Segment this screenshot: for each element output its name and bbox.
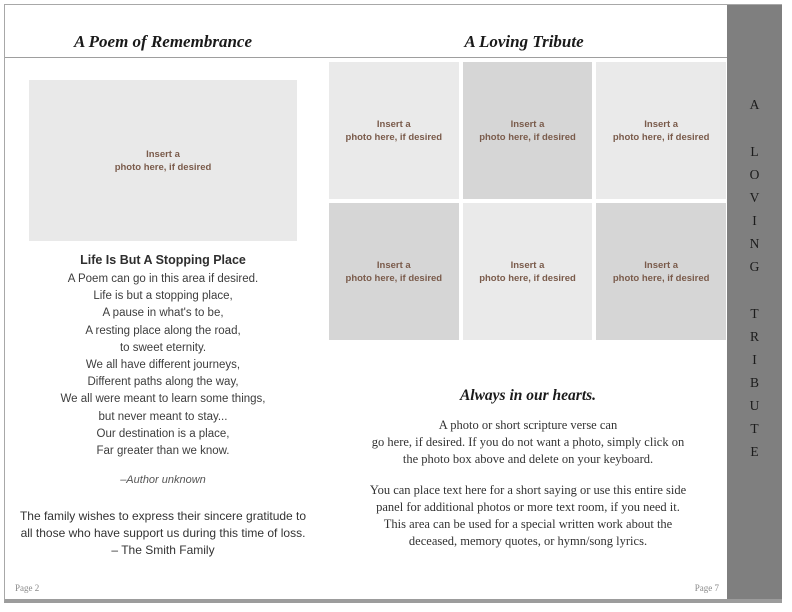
paragraph-line: This area can be used for a special written work about the (383, 517, 673, 531)
gratitude-line: all those who have support us during this time of loss. (20, 526, 306, 541)
photo-placeholder-box[interactable] (596, 62, 726, 199)
photo-placeholder-label: Insert a (510, 118, 545, 130)
left-page-number: Page 2 (15, 583, 40, 593)
left-page (5, 58, 321, 559)
poem-line: We all were meant to learn some things, (60, 393, 266, 406)
header-row (5, 5, 782, 58)
paragraph-line: You can place text here for a short saying or use this entire side (369, 483, 687, 497)
sidebar-word-a (750, 93, 760, 116)
right-page-title: A Loving Tribute (464, 32, 584, 51)
photo-placeholder-label: photo here, if desired (345, 131, 443, 143)
poem-line: Our destination is a place, (96, 427, 230, 440)
photo-placeholder-label: photo here, if desired (345, 272, 443, 284)
instruction-paragraph-1 (329, 417, 727, 468)
photo-placeholder-box[interactable] (329, 62, 459, 199)
sidebar-letter: I (752, 213, 757, 228)
right-page-number: Page 7 (694, 583, 719, 593)
photo-placeholder-label: Insert a (376, 259, 411, 271)
family-gratitude-text (5, 508, 321, 559)
poem-line: Different paths along the way, (87, 376, 239, 389)
paragraph-line: the photo box above and delete on your keyboard. (402, 452, 654, 466)
pages-body (5, 58, 782, 559)
sidebar-tribute-banner (727, 5, 782, 599)
caption-title: Always in our hearts. (459, 387, 597, 404)
photo-placeholder-label: photo here, if desired (612, 131, 710, 143)
photo-placeholder-label: photo here, if desired (479, 131, 576, 143)
left-page-title: A Poem of Remembrance (73, 32, 252, 51)
poem-line: Far greater than we know. (96, 445, 230, 458)
photo-placeholder-box[interactable] (596, 203, 726, 340)
poem-line: to sweet eternity. (119, 341, 207, 354)
poem-author: –Author unknown (120, 474, 206, 487)
sidebar-letter: L (750, 144, 759, 159)
paragraph-line: deceased, memory quotes, or hymn/song lyrics. (408, 534, 648, 548)
sidebar-letter: T (750, 306, 759, 321)
instruction-paragraph-2 (329, 482, 727, 550)
photo-placeholder-box[interactable] (463, 203, 593, 340)
sidebar-letter: A (749, 97, 760, 112)
gratitude-line: The family wishes to express their sincere gratitude to (19, 509, 307, 524)
photo-placeholder-label: photo here, if desired (479, 272, 576, 284)
sidebar-letter: G (749, 259, 760, 274)
photo-placeholder-label: photo here, if desired (612, 272, 710, 284)
poem-line: A pause in what's to be, (102, 307, 224, 320)
poem-line: but never meant to stay... (98, 410, 228, 423)
sidebar-word-loving (750, 140, 760, 278)
photo-placeholder-box[interactable] (463, 62, 593, 199)
sidebar-letter: V (749, 190, 760, 205)
photo-placeholder-label: Insert a (510, 259, 545, 271)
sidebar-letter: B (749, 375, 759, 390)
right-page (321, 58, 727, 559)
sidebar-letter: E (750, 444, 759, 459)
sidebar-word-tribute (750, 302, 760, 463)
sidebar-letter: I (752, 352, 757, 367)
photo-placeholder-label: Insert a (146, 148, 180, 160)
sidebar-letter: N (749, 236, 760, 251)
page-frame (4, 4, 782, 603)
poem-line: A Poem can go in this area if desired. (67, 273, 259, 285)
poem-text (5, 271, 321, 460)
poem-title: Life Is But A Stopping Place (80, 253, 246, 267)
photo-grid (329, 62, 726, 340)
gratitude-line: – The Smith Family (111, 543, 215, 558)
photo-placeholder-label: Insert a (376, 118, 411, 130)
paragraph-line: panel for additional photos or more text room, if you need it. (376, 500, 680, 514)
poem-line: We all have different journeys, (85, 359, 241, 372)
photo-placeholder-label: Insert a (644, 118, 679, 130)
photo-placeholder-box[interactable] (329, 203, 459, 340)
paragraph-line: A photo or short scripture verse can (438, 418, 618, 432)
photo-placeholder-box[interactable] (29, 80, 297, 241)
sidebar-letter: T (750, 421, 759, 436)
right-page-header (321, 5, 727, 57)
photo-placeholder-label: photo here, if desired (114, 161, 212, 173)
poem-line: A resting place along the road, (85, 324, 241, 337)
sidebar-letter: O (749, 167, 760, 182)
sidebar-letter: R (749, 329, 759, 344)
left-page-header (5, 5, 321, 57)
paragraph-line: go here, if desired. If you do not want a photo, simply click on (371, 435, 685, 449)
sidebar-letter: U (749, 398, 760, 413)
poem-line: Life is but a stopping place, (93, 290, 233, 303)
photo-placeholder-label: Insert a (644, 259, 679, 271)
